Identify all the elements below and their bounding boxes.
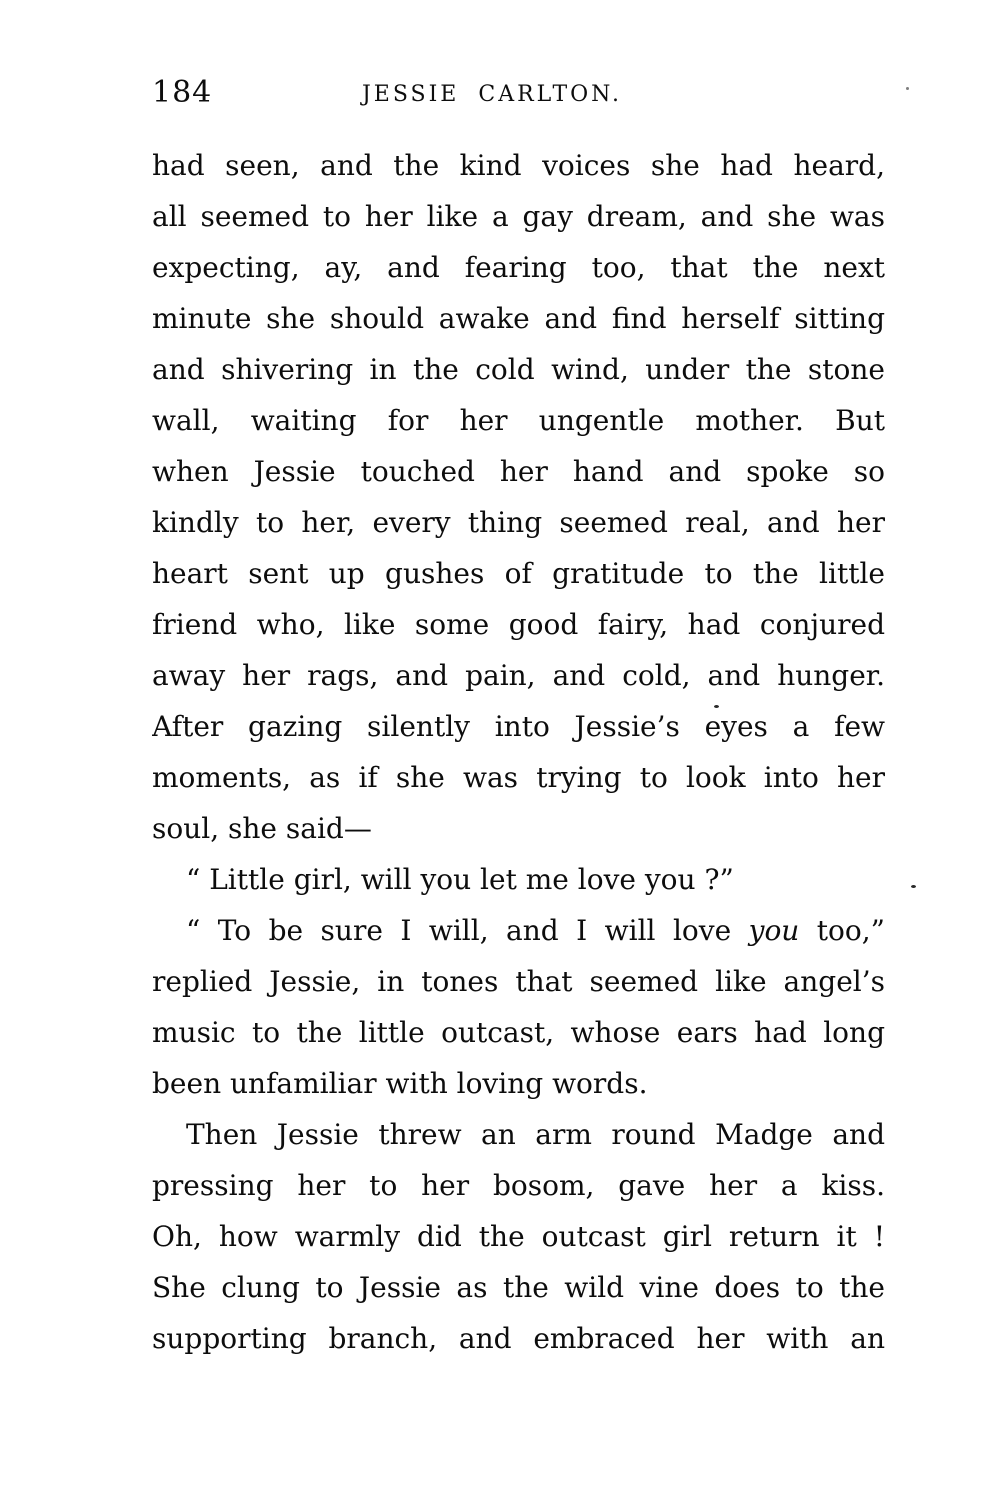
scan-speck bbox=[911, 885, 916, 888]
text-segment: pressing her to her bosom, gave her a kiss. bbox=[152, 1169, 885, 1202]
text-line bbox=[152, 1313, 885, 1364]
text-segment: minute she should awake and find herself sitting bbox=[152, 302, 885, 335]
text-segment: all seemed to her like a gay dream, and she was bbox=[152, 200, 885, 233]
text-segment: “ Little girl, will you let me love you ?” bbox=[186, 863, 734, 896]
text-segment: when Jessie touched her hand and spoke so bbox=[152, 455, 885, 488]
text-segment: Then Jessie threw an arm round Madge and bbox=[186, 1118, 885, 1151]
text-line bbox=[152, 752, 885, 803]
text-line bbox=[152, 1007, 885, 1058]
text-line bbox=[152, 140, 885, 191]
text-segment: She clung to Jessie as the wild vine does to the bbox=[152, 1271, 885, 1304]
text-segment: Oh, how warmly did the outcast girl return it ! bbox=[152, 1220, 885, 1253]
text-line bbox=[152, 701, 885, 752]
paragraph bbox=[152, 140, 885, 854]
text-line bbox=[152, 1160, 885, 1211]
text-segment: expecting, ay, and fearing too, that the next bbox=[152, 251, 885, 284]
text-line bbox=[152, 905, 885, 956]
scan-speck bbox=[906, 87, 909, 90]
text-line bbox=[152, 1211, 885, 1262]
text-segment: After gazing silently into Jessie’s eyes a few bbox=[152, 710, 885, 743]
text-line bbox=[152, 497, 885, 548]
text-segment: moments, as if she was trying to look into her bbox=[152, 761, 885, 794]
text-segment: kindly to her, every thing seemed real, and her bbox=[152, 506, 885, 539]
paragraph bbox=[152, 1109, 885, 1364]
page-number: 184 bbox=[152, 75, 213, 110]
page-body bbox=[152, 140, 885, 1364]
text-line bbox=[152, 344, 885, 395]
text-segment: supporting branch, and embraced her with an bbox=[152, 1322, 885, 1355]
text-line bbox=[152, 599, 885, 650]
text-segment: heart sent up gushes of gratitude to the little bbox=[152, 557, 885, 590]
text-segment: replied Jessie, in tones that seemed like angel’s bbox=[152, 965, 885, 998]
text-line bbox=[152, 395, 885, 446]
running-header bbox=[152, 75, 885, 112]
text-segment: and shivering in the cold wind, under the stone bbox=[152, 353, 885, 386]
text-segment: soul, she said— bbox=[152, 812, 372, 845]
text-line bbox=[152, 1109, 885, 1160]
text-line bbox=[152, 1058, 885, 1109]
paragraph bbox=[152, 905, 885, 1109]
text-segment: been unfamiliar with loving words. bbox=[152, 1067, 648, 1100]
paragraph bbox=[152, 854, 885, 905]
text-line bbox=[152, 242, 885, 293]
running-header-title: JESSIE CARLTON. bbox=[361, 82, 623, 107]
text-segment: friend who, like some good fairy, had conjured bbox=[152, 608, 885, 641]
text-segment: away her rags, and pain, and cold, and hunger. bbox=[152, 659, 885, 692]
text-segment: wall, waiting for her ungentle mother. But bbox=[152, 404, 885, 437]
text-line bbox=[152, 191, 885, 242]
text-line bbox=[152, 803, 885, 854]
text-line bbox=[152, 956, 885, 1007]
italic-text: you bbox=[748, 914, 800, 947]
text-line bbox=[152, 446, 885, 497]
text-line bbox=[152, 650, 885, 701]
text-line bbox=[152, 1262, 885, 1313]
scan-speck bbox=[714, 705, 719, 708]
text-segment: had seen, and the kind voices she had heard, bbox=[152, 149, 885, 182]
text-segment: music to the little outcast, whose ears had long bbox=[152, 1016, 885, 1049]
text-line bbox=[152, 854, 885, 905]
text-line bbox=[152, 293, 885, 344]
text-line bbox=[152, 548, 885, 599]
text-segment: “ To be sure I will, and I will love bbox=[186, 914, 749, 947]
text-segment: too,” bbox=[799, 914, 885, 947]
